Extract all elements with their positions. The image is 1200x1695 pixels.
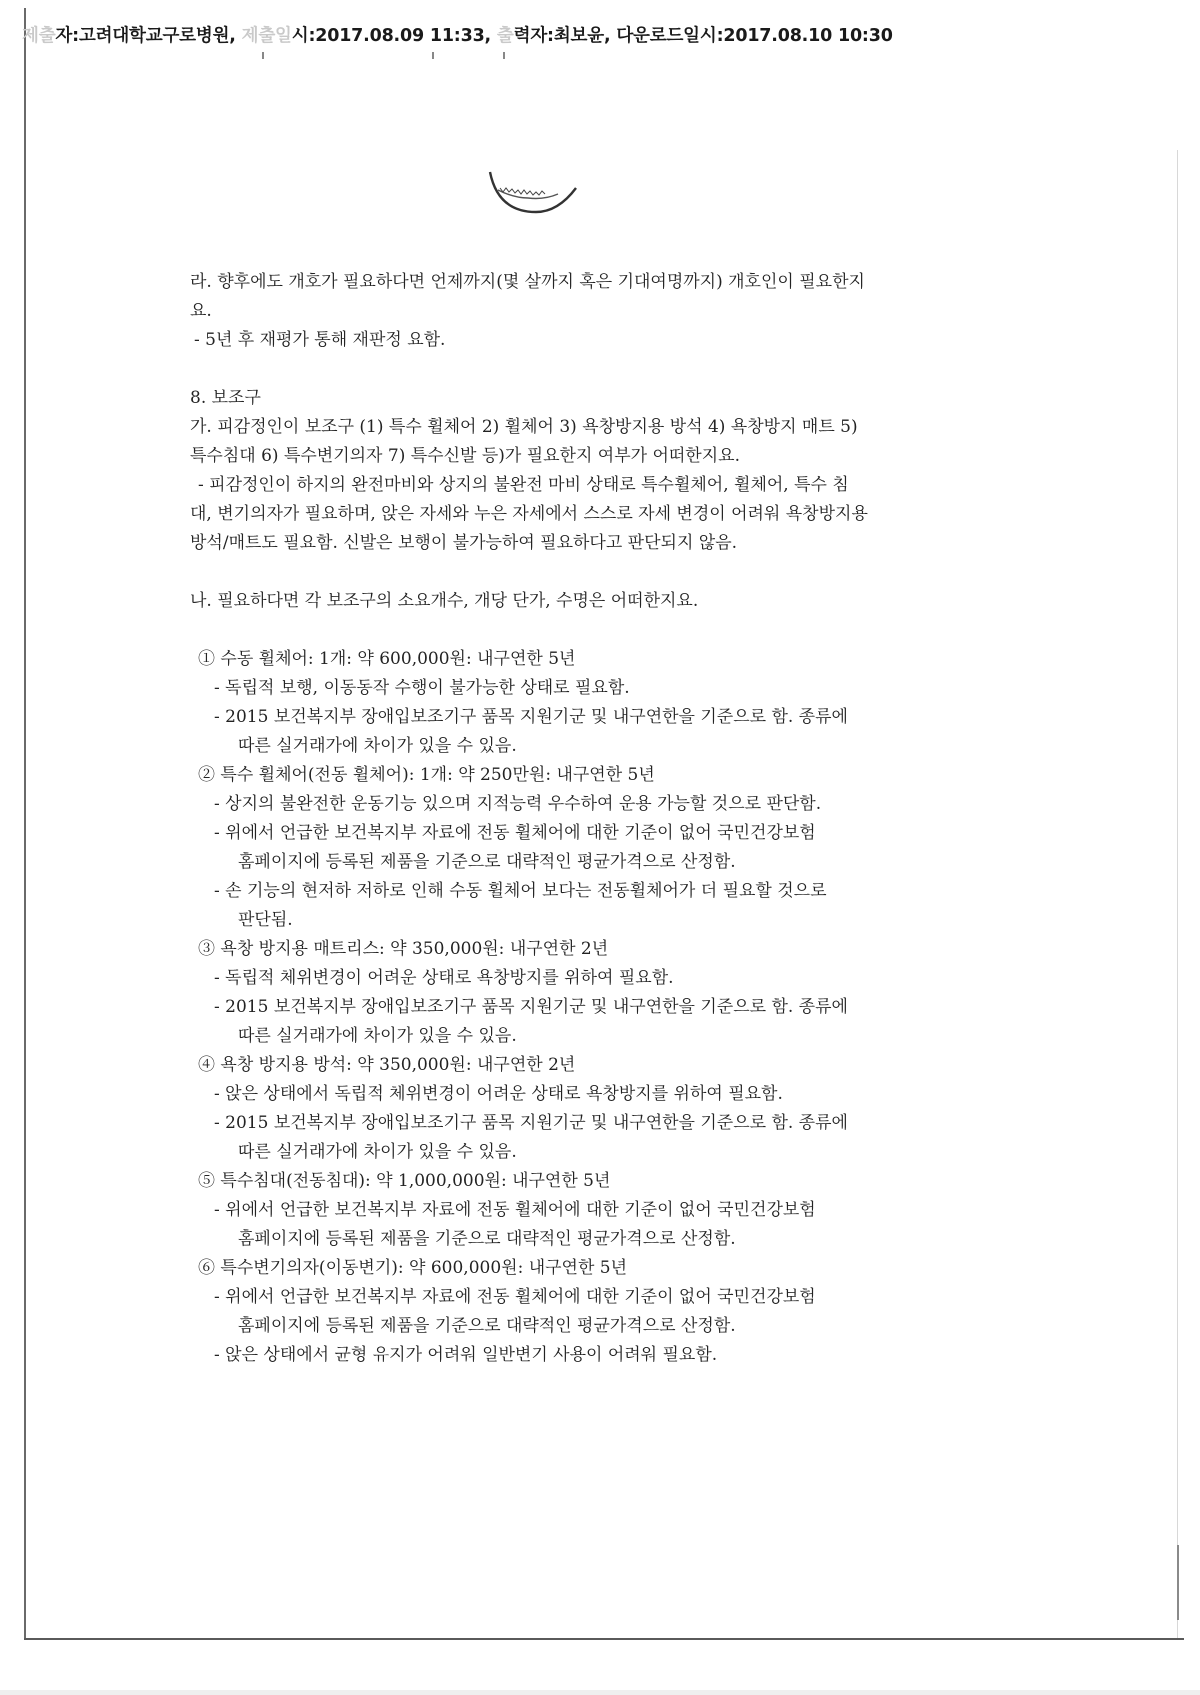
item-6-note: - 위에서 언급한 보건복지부 자료에 전동 휠체어에 대한 기준이 없어 국민건강보험 <box>214 1287 816 1307</box>
scan-bottom-strip <box>0 1690 1200 1695</box>
item-5-note: 홈페이지에 등록된 제품을 기준으로 대략적인 평균가격으로 산정함. <box>238 1229 736 1249</box>
answer-ga-line1: - 피감정인이 하지의 완전마비와 상지의 불완전 마비 상태로 특수휠체어, 휠체어, 특수 침 <box>198 475 849 495</box>
item-3-note: - 2015 보건복지부 장애입보조기구 품목 지원기군 및 내구연한을 기준으로 함. 종류에 <box>214 997 848 1017</box>
answer-ga-line3: 방석/매트도 필요함. 신발은 보행이 불가능하여 필요하다고 판단되지 않음. <box>190 533 738 553</box>
item-4-note: 따른 실거래가에 차이가 있을 수 있음. <box>238 1142 517 1162</box>
item-2-note: 판단됨. <box>238 910 293 930</box>
scan-mark <box>432 52 434 59</box>
item-2-note: - 손 기능의 현저하 저하로 인해 수동 휠체어 보다는 전동휠체어가 더 필요할 것으로 <box>214 881 827 901</box>
section-heading-assistive-devices: 8. 보조구 <box>190 388 261 408</box>
page-right-border <box>1177 150 1178 1640</box>
item-3-note: - 독립적 체위변경이 어려운 상태로 욕창방지를 위하여 필요함. <box>214 968 674 988</box>
seal-stamp-icon <box>484 168 584 228</box>
question-ra-line1: 라. 향후에도 개호가 필요하다면 언제까지(몇 살까지 혹은 기대여명까지) 개호인이 필요한지 <box>190 272 865 292</box>
page-right-mark <box>1177 1545 1179 1620</box>
item-2-note: - 상지의 불완전한 운동기능 있으며 지적능력 우수하여 운용 가능할 것으로 판단함. <box>214 794 822 814</box>
page-bottom-border <box>24 1638 1184 1640</box>
answer-ra: - 5년 후 재평가 통해 재판정 요함. <box>194 330 446 350</box>
header-submitter: 자:고려대학교구로병원, <box>55 26 236 46</box>
item-6-heading: ⑥ 특수변기의자(이동변기): 약 600,000원: 내구연한 5년 <box>198 1258 628 1278</box>
question-ga-line2: 특수침대 6) 특수변기의자 7) 특수신발 등)가 필요한지 여부가 어떠한지요. <box>190 446 740 466</box>
item-4-heading: ④ 욕창 방지용 방석: 약 350,000원: 내구연한 2년 <box>198 1055 576 1075</box>
item-2-heading: ② 특수 휠체어(전동 휠체어): 1개: 약 250만원: 내구연한 5년 <box>198 765 655 785</box>
item-1-heading: ① 수동 휠체어: 1개: 약 600,000원: 내구연한 5년 <box>198 649 576 669</box>
header-faded-text: 제출 <box>22 26 56 46</box>
item-5-heading: ⑤ 특수침대(전동침대): 약 1,000,000원: 내구연한 5년 <box>198 1171 611 1191</box>
document-body <box>190 268 1050 1370</box>
item-5-note: - 위에서 언급한 보건복지부 자료에 전동 휠체어에 대한 기준이 없어 국민건강보험 <box>214 1200 816 1220</box>
question-ga-line1: 가. 피감정인이 보조구 (1) 특수 휠체어 2) 휠체어 3) 욕창방지용 방석 4) 욕창방지 매트 5) <box>190 417 858 437</box>
download-header <box>22 22 1022 47</box>
item-1-note: - 독립적 보행, 이동동작 수행이 불가능한 상태로 필요함. <box>214 678 630 698</box>
item-2-note: 홈페이지에 등록된 제품을 기준으로 대략적인 평균가격으로 산정함. <box>238 852 736 872</box>
item-4-note: - 앉은 상태에서 독립적 체위변경이 어려운 상태로 욕창방지를 위하여 필요함. <box>214 1084 783 1104</box>
item-1-note: - 2015 보건복지부 장애입보조기구 품목 지원기군 및 내구연한을 기준으로 함. 종류에 <box>214 707 848 727</box>
item-6-note: - 앉은 상태에서 균형 유지가 어려워 일반변기 사용이 어려워 필요함. <box>214 1345 718 1365</box>
header-submit-time: 시:2017.08.09 11:33, <box>291 26 492 46</box>
header-download-time: 시:2017.08.10 10:30 <box>699 26 893 46</box>
item-6-note: 홈페이지에 등록된 제품을 기준으로 대략적인 평균가격으로 산정함. <box>238 1316 736 1336</box>
question-ra-line2: 요. <box>190 301 212 321</box>
header-printer: 력자:최보윤, <box>513 26 611 46</box>
item-4-note: - 2015 보건복지부 장애입보조기구 품목 지원기군 및 내구연한을 기준으로 함. 종류에 <box>214 1113 848 1133</box>
item-2-note: - 위에서 언급한 보건복지부 자료에 전동 휠체어에 대한 기준이 없어 국민건강보험 <box>214 823 816 843</box>
scan-mark <box>262 52 264 59</box>
item-3-note: 따른 실거래가에 차이가 있을 수 있음. <box>238 1026 517 1046</box>
item-1-note: 따른 실거래가에 차이가 있을 수 있음. <box>238 736 517 756</box>
page-left-border <box>24 8 26 1640</box>
header-faded-text: 제출일 <box>241 26 292 46</box>
answer-ga-line2: 대, 변기의자가 필요하며, 앉은 자세와 누은 자세에서 스스로 자세 변경이 어려워 욕창방지용 <box>190 504 868 524</box>
item-3-heading: ③ 욕창 방지용 매트리스: 약 350,000원: 내구연한 2년 <box>198 939 609 959</box>
question-na: 나. 필요하다면 각 보조구의 소요개수, 개당 단가, 수명은 어떠한지요. <box>190 591 699 611</box>
header-faded-text: 출 <box>496 26 514 46</box>
scan-mark <box>503 52 505 59</box>
header-download-label: 다운로드일 <box>616 26 700 46</box>
